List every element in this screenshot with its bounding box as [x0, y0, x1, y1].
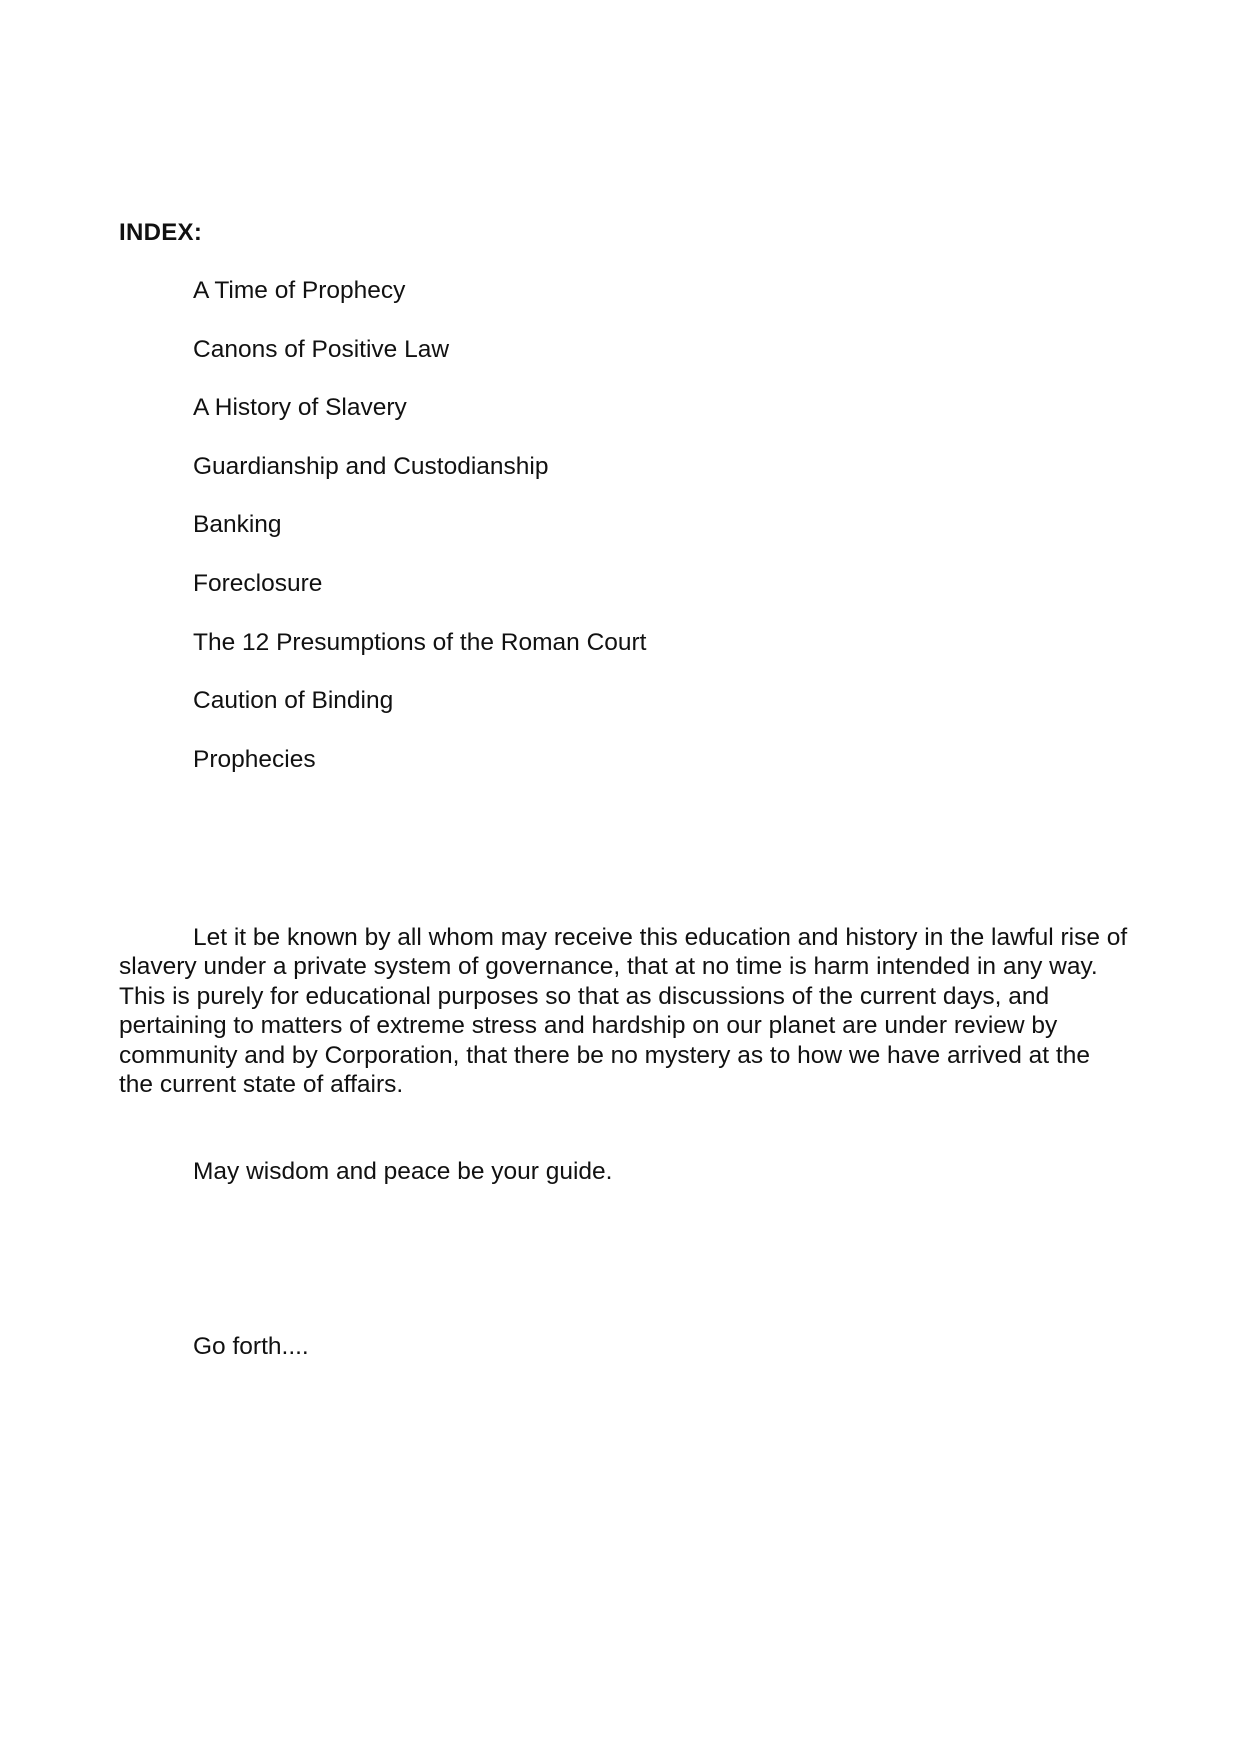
index-item: Canons of Positive Law — [193, 335, 450, 363]
index-heading: INDEX: — [119, 219, 203, 246]
intro-paragraph: Let it be known by all whom may receive this education and history in the lawful rise of slavery under a private system of governance, that at no time is harm intended in any way. This is purely for educational purposes so that as discussions of the current days, and pertaining to matters of extreme stress and hardship on our planet are under review by community and by Corporation, that there be no mystery as to how we have arrived at the the current state of affairs. — [119, 924, 1128, 1099]
blessing-line: May wisdom and peace be your guide. — [193, 1158, 613, 1185]
index-list — [193, 276, 646, 803]
index-item: Caution of Binding — [193, 687, 394, 715]
index-item: Guardianship and Custodianship — [193, 452, 549, 480]
index-item: Foreclosure — [193, 569, 323, 597]
farewell-line: Go forth.... — [193, 1333, 309, 1360]
index-item: A History of Slavery — [193, 394, 407, 422]
index-item: Banking — [193, 511, 282, 539]
index-item: The 12 Presumptions of the Roman Court — [193, 628, 647, 656]
index-item: A Time of Prophecy — [193, 277, 406, 304]
index-item: Prophecies — [193, 745, 316, 773]
